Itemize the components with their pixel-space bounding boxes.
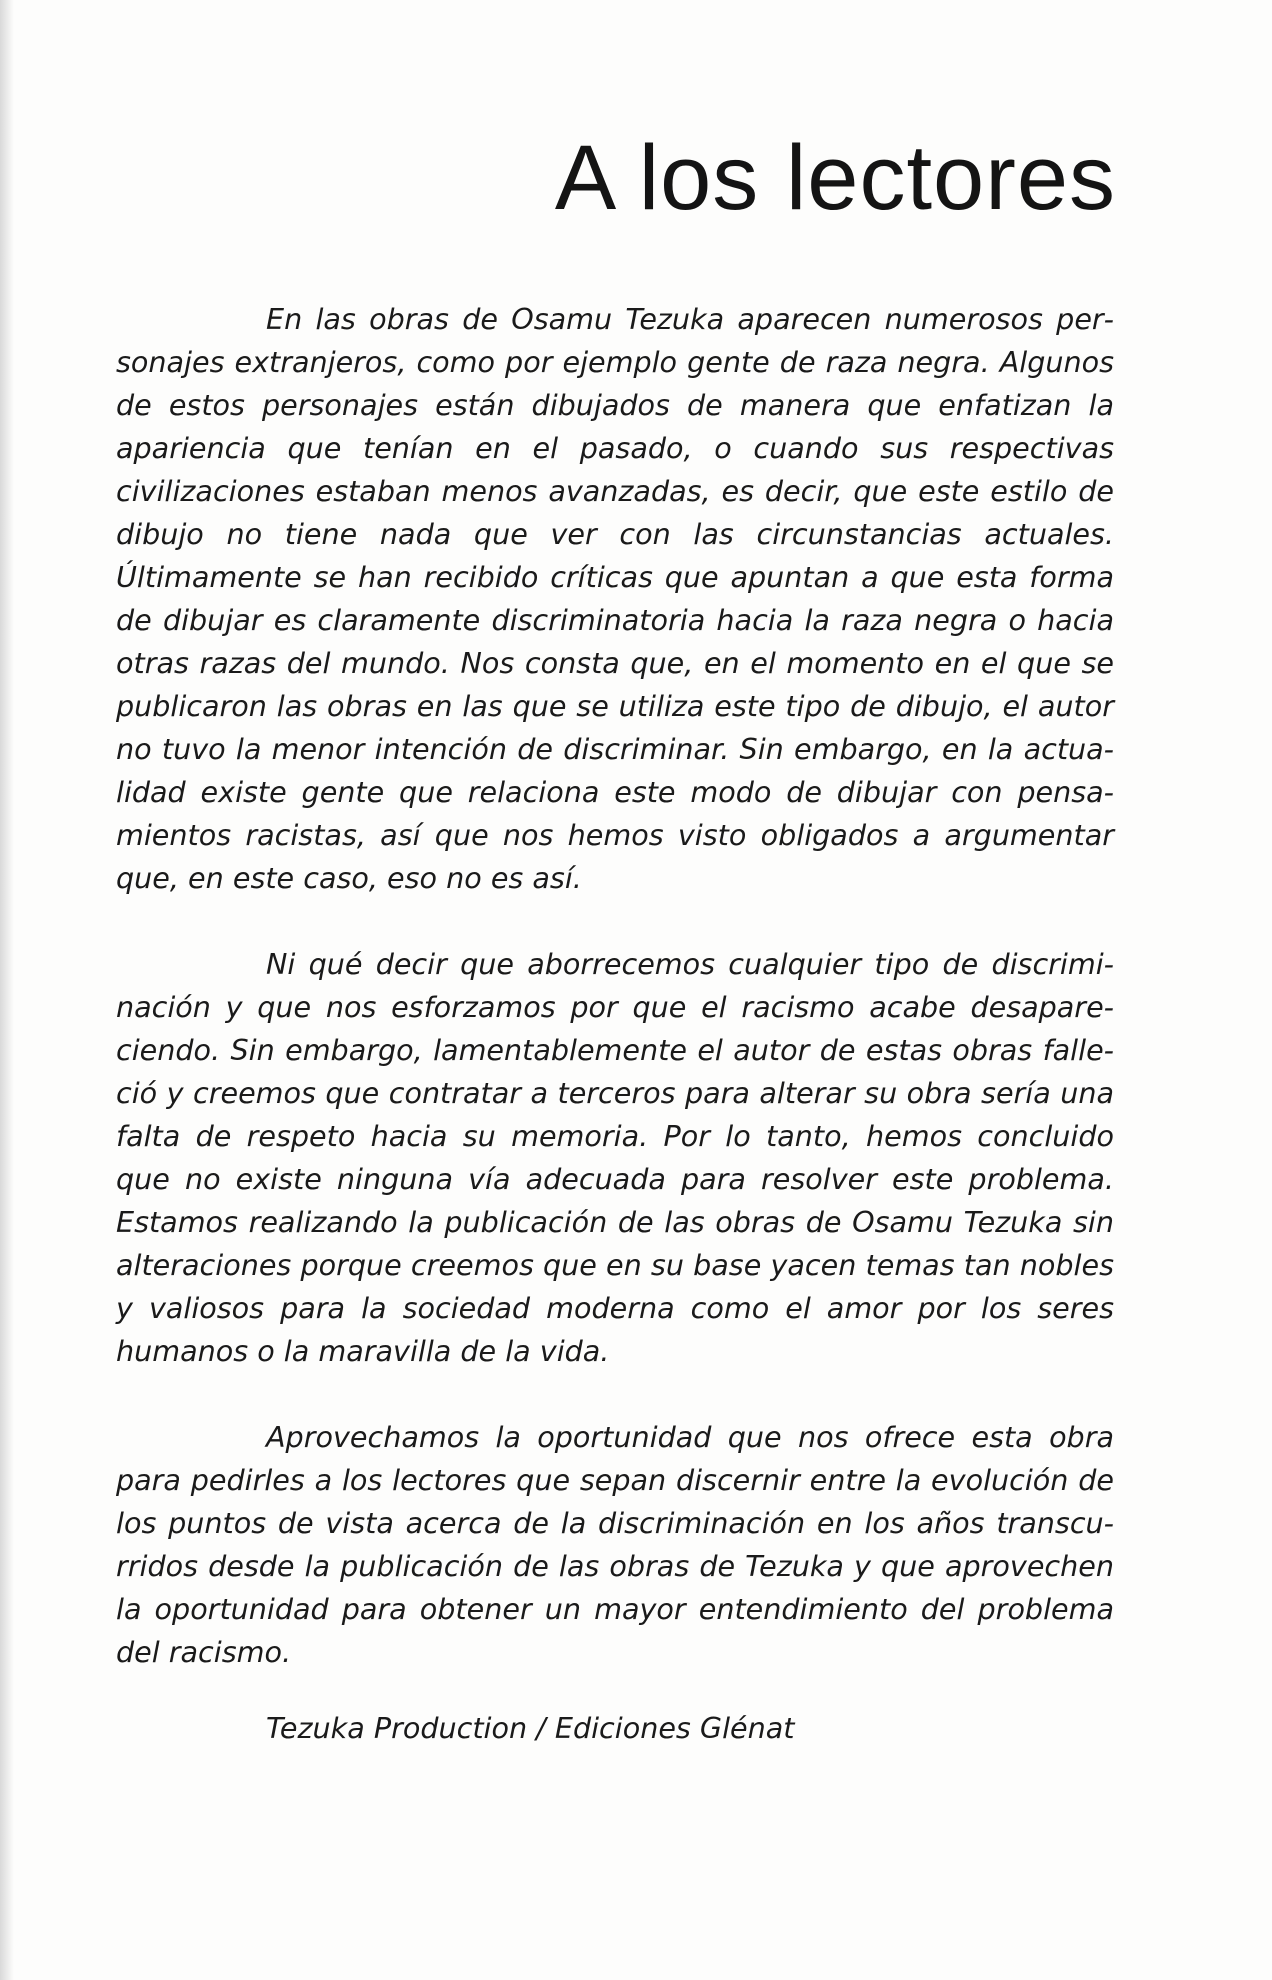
paragraph-2: Ni qué decir que aborrecemos cualquier tipo de discriminación y que nos esforzamos por que el racismo acabe desapareciendo. Sin embargo, lamentablemente el autor de estas obras falleció y creemos que contratar a terceros para alterar su obra sería una falta de respeto hacia su memoria. Por lo tanto, hemos concluido que no existe ninguna vía adecuada para resolver este problema. Estamos realizando la publicación de las obras de Osamu Tezuka sin alteraciones porque creemos que en su base yacen temas tan nobles y valiosos para la sociedad moderna como el amor por los seres humanos o la maravilla de la vida. (116, 947, 1114, 1368)
body-text (116, 298, 1114, 1674)
page-title: A los lectores (554, 127, 1116, 229)
signature: Tezuka Production / Ediciones Glénat (266, 1711, 795, 1745)
paragraph-1: En las obras de Osamu Tezuka aparecen numerosos personajes extranjeros, como por ejemplo gente de raza negra. Algunos de estos personajes están dibujados de manera que enfatizan la apariencia que tenían en el pasado, o cuando sus respectivas civilizaciones estaban menos avanzadas, es decir, que este estilo de dibujo no tiene nada que ver con las circunstancias actuales. Últimamente se han recibido críticas que apuntan a que esta forma de dibujar es claramente discriminatoria hacia la raza negra o hacia otras razas del mundo. Nos consta que, en el momento en el que se publicaron las obras en las que se utiliza este tipo de dibujo, el autor no tuvo la menor intención de discriminar. Sin embargo, en la actualidad existe gente que relaciona este modo de dibujar con pensamientos racistas, así que nos hemos visto obligados a argumentar que, en este caso, eso no es así. (116, 302, 1114, 895)
paragraph-3: Aprovechamos la oportunidad que nos ofrece esta obra para pedirles a los lectores que sepan discernir entre la evolución de los puntos de vista acerca de la discriminación en los años transcurridos desde la publicación de las obras de Tezuka y que aprovechen la oportunidad para obtener un mayor entendimiento del problema del racismo. (116, 1420, 1114, 1669)
page-gutter-shadow (0, 0, 14, 1980)
